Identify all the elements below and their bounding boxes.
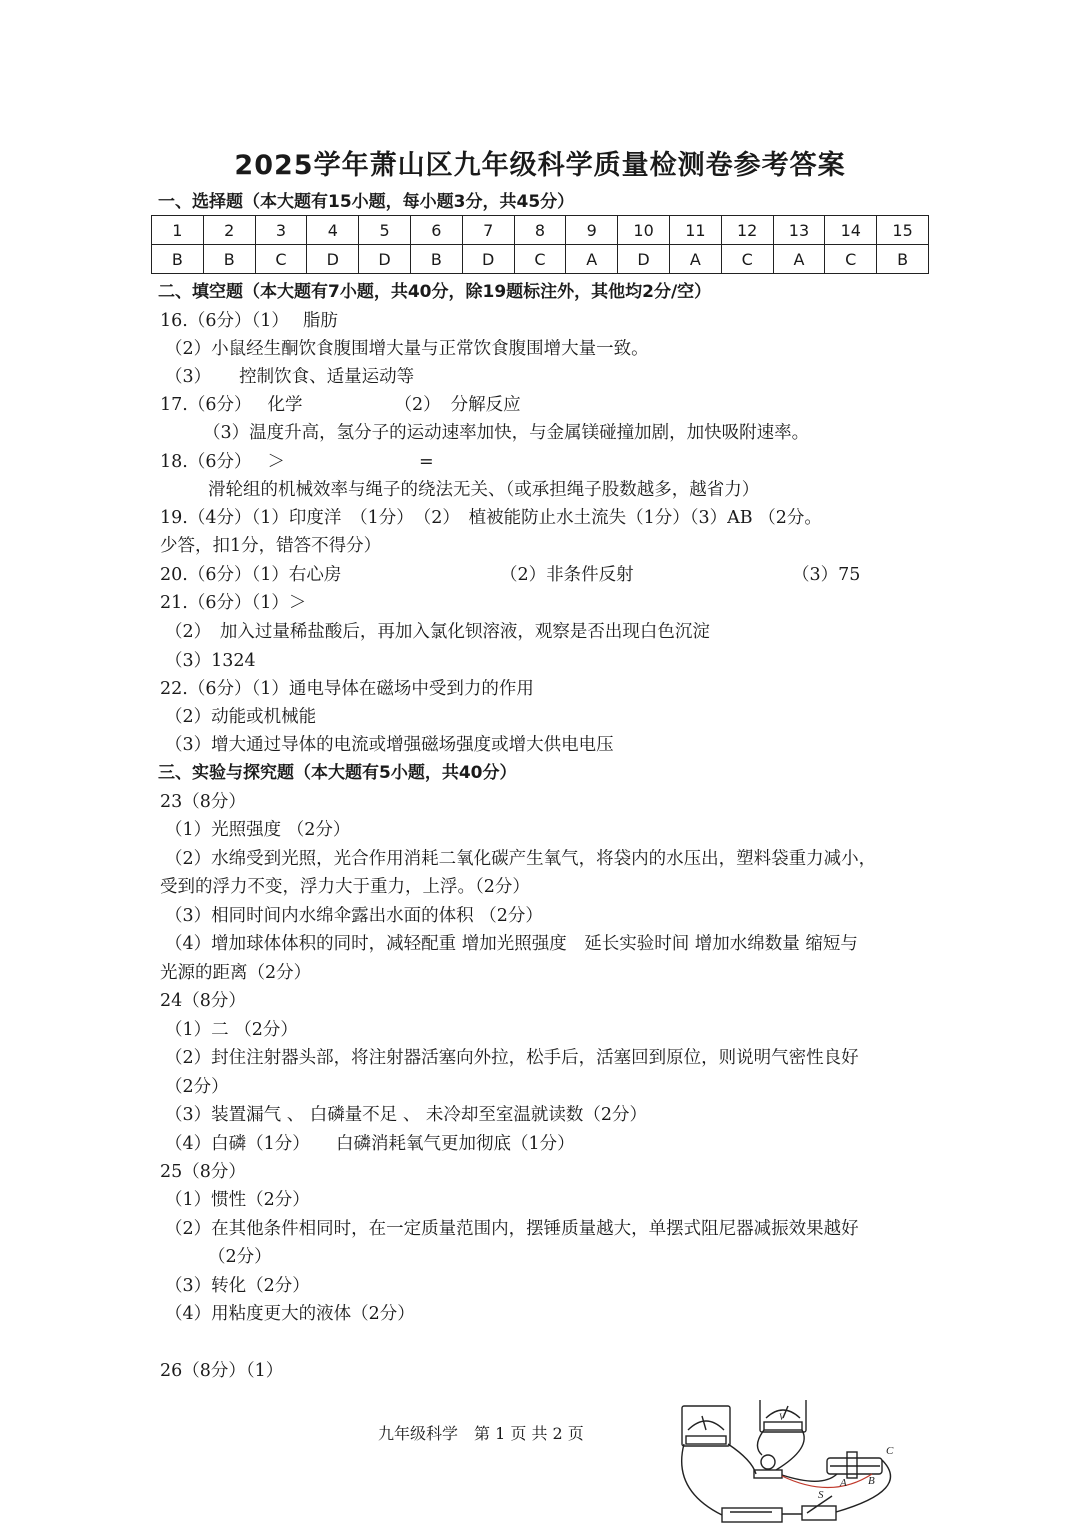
question-number-row: [152, 216, 929, 245]
question-number-cell: 15: [877, 216, 929, 245]
question-number-cell: 3: [255, 216, 307, 245]
question-number-cell: 5: [359, 216, 411, 245]
q23-line4: （3）相同时间内水绵伞露出水面的体积 （2分）: [165, 906, 543, 926]
question-number-cell: 6: [410, 216, 462, 245]
answer-cell: D: [462, 245, 514, 274]
question-number-cell: 12: [721, 216, 773, 245]
red-wire: [782, 1474, 872, 1488]
q23-line6: 光源的距离（2分）: [160, 963, 312, 983]
q16-line1: [160, 310, 338, 332]
answer-cell: A: [773, 245, 825, 274]
answer-cell: A: [566, 245, 618, 274]
q20-part2: （2）非条件反射: [500, 565, 634, 585]
question-number-cell: 2: [203, 216, 255, 245]
q21-line2: （2） 加入过量稀盐酸后，再加入氯化钡溶液，观察是否出现白色沉淀: [165, 622, 710, 642]
q24-line3: （2分）: [165, 1077, 229, 1097]
q23-line3: 受到的浮力不变，浮力大于重力，上浮。（2分）: [160, 877, 530, 897]
question-number-cell: 8: [514, 216, 566, 245]
answer-cell: A: [669, 245, 721, 274]
section2-heading: 二、填空题（本大题有7小题，共40分，除19题标注外，其他均2分/空）: [158, 282, 712, 302]
label-s: S: [818, 1489, 824, 1501]
section3-heading: 三、实验与探究题（本大题有5小题，共40分）: [158, 763, 517, 783]
q17-line1: [160, 394, 521, 416]
answer-cell: B: [203, 245, 255, 274]
answer-cell: B: [152, 245, 204, 274]
question-number-cell: 1: [152, 216, 204, 245]
q25-line2: （2）在其他条件相同时，在一定质量范围内，摆锤质量越大，单摆式阻尼器减振效果越好: [165, 1219, 859, 1239]
q18-answer1: ＞: [267, 452, 285, 472]
answer-cell: B: [410, 245, 462, 274]
section1-heading: 一、选择题（本大题有15小题，每小题3分，共45分）: [158, 192, 575, 212]
question-number-cell: 11: [669, 216, 721, 245]
page-footer: 九年级科学 第 1 页 共 2 页: [378, 1424, 584, 1443]
answer-cell: C: [255, 245, 307, 274]
q25-line3: （2分）: [208, 1247, 272, 1267]
q19-line1: 19.（4分）（1）印度洋 （1分） （2） 植被能防止水土流失（1分）（3）AB （2分。: [160, 508, 822, 528]
q16-line3: [165, 366, 414, 388]
q16-answer1: 脂肪: [302, 311, 338, 331]
q24-heading: 24（8分）: [160, 991, 246, 1011]
q23-line2: （2）水绵受到光照，光合作用消耗二氧化碳产生氧气，将袋内的水压出，塑料袋重力减小，: [165, 849, 877, 869]
q21-line1: 21.（6分）（1）＞: [160, 593, 307, 613]
q17-answer2: 分解反应: [450, 395, 521, 415]
answer-cell: C: [721, 245, 773, 274]
question-number-cell: 7: [462, 216, 514, 245]
q23-line5: （4）增加球体体积的同时，减轻配重 增加光照强度 延长实验时间 增加水绵数量 缩短与: [165, 934, 858, 954]
answer-cell: C: [514, 245, 566, 274]
q17-line2: （3）温度升高，氢分子的运动速率加快，与金属镁碰撞加剧，加快吸附速率。: [203, 423, 810, 443]
q18-line1: [160, 451, 434, 473]
label-b: B: [868, 1475, 875, 1487]
answer-cell: C: [825, 245, 877, 274]
question-number-cell: 14: [825, 216, 877, 245]
q17-label: 17.（6分）: [160, 395, 252, 415]
q17-part2-label: （2）: [394, 395, 441, 415]
question-number-cell: 10: [618, 216, 670, 245]
answer-cell: D: [359, 245, 411, 274]
q24-line4: （3）装置漏气 、 白磷量不足 、 未冷却至室温就读数（2分）: [165, 1105, 648, 1125]
q25-line1: （1）惯性（2分）: [165, 1190, 310, 1210]
q23-heading: 23（8分）: [160, 792, 246, 812]
q16-answer3: 控制饮食、适量运动等: [239, 367, 415, 387]
q25-line5: （4）用粘度更大的液体（2分）: [165, 1304, 415, 1324]
q16-label: 16.（6分）（1）: [160, 311, 289, 331]
circuit-diagram: [672, 1400, 922, 1525]
q18-label: 18.（6分）: [160, 452, 252, 472]
q24-line2: （2）封住注射器头部，将注射器活塞向外拉，松手后，活塞回到原位，则说明气密性良好: [165, 1048, 859, 1068]
q20-part3: （3）75: [792, 565, 861, 585]
q21-line3: （3）1324: [165, 651, 256, 671]
label-a: A: [840, 1477, 847, 1489]
answer-cell: B: [877, 245, 929, 274]
q18-line2: 滑轮组的机械效率与绳子的绕法无关、（或承担绳子股数越多，越省力）: [208, 480, 760, 500]
q24-line1: （1）二 （2分）: [165, 1020, 298, 1040]
question-number-cell: 4: [307, 216, 359, 245]
q25-heading: 25（8分）: [160, 1162, 246, 1182]
question-number-cell: 13: [773, 216, 825, 245]
q23-line1: （1）光照强度 （2分）: [165, 820, 351, 840]
q22-line2: （2）动能或机械能: [165, 707, 317, 727]
label-c: C: [886, 1445, 894, 1457]
q19-line2: 少答，扣1分，错答不得分）: [160, 536, 382, 556]
q16-part3-label: （3）: [165, 367, 212, 387]
q22-line1: 22.（6分）（1）通电导体在磁场中受到力的作用: [160, 679, 534, 699]
q16-line2: （2）小鼠经生酮饮食腹围增大量与正常饮食腹围增大量一致。: [165, 339, 649, 359]
answer-cell: D: [307, 245, 359, 274]
label-v: V: [779, 1412, 785, 1422]
q25-line4: （3）转化（2分）: [165, 1276, 310, 1296]
answer-row: [152, 245, 929, 274]
multiple-choice-answer-table: [151, 215, 929, 274]
q20-part1: 20.（6分）（1）右心房: [160, 565, 342, 585]
q24-line5: （4）白磷（1分） 白磷消耗氧气更加彻底（1分）: [165, 1134, 575, 1154]
answer-cell: D: [618, 245, 670, 274]
question-number-cell: 9: [566, 216, 618, 245]
q22-line3: （3）增大通过导体的电流或增强磁场强度或增大供电电压: [165, 735, 614, 755]
q18-answer2: =: [418, 452, 434, 472]
page-title: 2025学年萧山区九年级科学质量检测卷参考答案: [234, 150, 846, 181]
q26-heading: 26（8分）（1）: [160, 1361, 284, 1381]
q17-answer1: 化学: [267, 395, 303, 415]
